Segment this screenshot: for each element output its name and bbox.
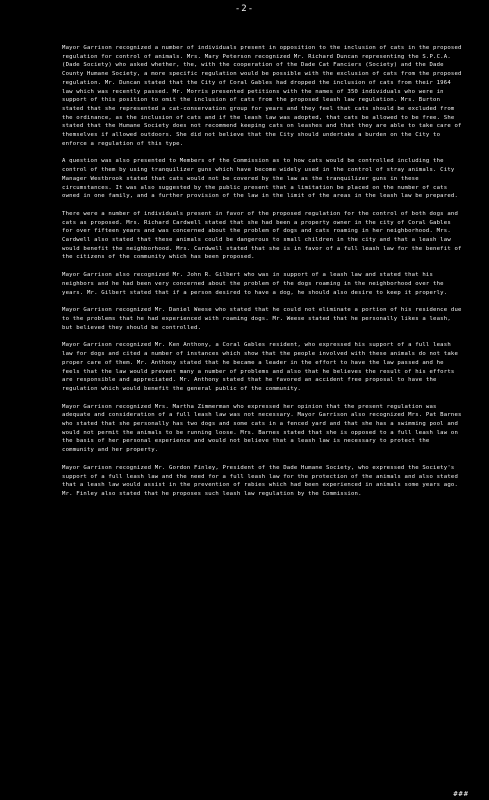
document-body <box>62 44 466 508</box>
paragraph-weese: Mayor Garrison recognized Mr. Daniel Weese who stated that he could not eliminate a portion of his residence due to the problems that he had experienced with roaming dogs. Mr. Weese stated that he personally likes a leash, but believed they should be controlled. <box>62 307 466 331</box>
paragraph-finley: Mayor Garrison recognized Mr. Gordon Finley, President of the Dade Humane Society, who expressed the Society's support of a full leash law and the need for a full leash law for the protection of the animals and also stated that a leash law would assist in the prevention of rabies which had been experienced in animals some years ago. Mr. Finley also stated that he proposes such leash law regulation by the Commission. <box>62 464 462 497</box>
paragraph-zimmerman-barnes: Mayor Garrison recognized Mrs. Martha Zimmerman who expressed her opinion that the present regulation was adequate and consideration of a full leash law was not necessary. Mayor Garrison also recognized Mrs. Pat Barnes who stated that she personally has two dogs and some cats in a fenced yard and that she has a swimming pool and would not permit the animals to be running loose. Mrs. Barnes stated that she is opposed to a full leash law on the basis of her personal experience and would not believe that a leash law is necessary to protect the community and her property. <box>62 403 466 454</box>
footer-mark: ### <box>453 790 469 798</box>
paragraph-cat-opposition: Mayor Garrison recognized a number of individuals present in opposition to the inclusion of cats in the proposed regulation for control of animals. Mrs. Mary Peterson recognized Mr. Richard Duncan representing the S.P.C.A. (Dade Society) who asked whether, the, with the cooperation of the Dade Cat Fanciers (Society) and the Dade County Humane Society, a more specific regulation would be possible with the exclusion of cats from the proposed regulation. Mr. Duncan stated that the City of Coral Gables had dropped the inclusion of cats from their 1964 law which was recently passed. Mr. Morris presented petitions with the names of 350 individuals who were in support of this position to omit the inclusion of cats from the proposed leash law regulation. Mrs. Burton stated that she represented a cat-conservation group for years and they feel that cats should be excluded from the ordinance, as the inclusion of cats and if the leash law was adopted, that cats be allowed to be free. She stated that the Humane Society does not recommend keeping cats on leashes and that they are able to take care of themselves if allowed outdoors. She did not believe that the City should undertake a burden on the City to enforce a regulation of this type. <box>62 45 466 147</box>
page-number: -2- <box>234 4 255 14</box>
paragraph-supporters: There were a number of individuals present in favor of the proposed regulation for the control of both dogs and cats as proposed. Mrs. Richard Cardwell stated that she had been a property owner in the city of Coral Gables for over fifteen years and was concerned about the problem of dogs and cats roaming in her neighborhood. Mrs. Cardwell also stated that these animals could be dangerous to small children in the city and that a leash law would benefit the neighborhood. Mrs. Cardwell stated that she is in favor of a full leash law for the benefit of the citizens of the community which has been proposed. <box>62 210 466 261</box>
paragraph-cat-control-question: A question was also presented to Members of the Commission as to how cats would be controlled including the control of them by using tranquilizer guns which have become widely used in the control of stray animals. City Manager Westbrook stated that cats would not be covered by the law as the tranquilizer guns in these circumstances. It was also suggested by the public present that a limitation be placed on the number of cats owned in one family, and a further provision of the law in the limit of the areas in the leash law be prepared. <box>62 158 459 200</box>
paragraph-gilbert: Mayor Garrison also recognized Mr. John R. Gilbert who was in support of a leash law and stated that his neighbors and he had been very concerned about the problem of the dogs roaming in the neighborhood over the years. Mr. Gilbert stated that if a person desired to have a dog, he should also desire to keep it properly. <box>62 272 448 296</box>
paragraph-anthony: Mayor Garrison recognized Mr. Ken Anthony, a Coral Gables resident, who expressed his support of a full leash law for dogs and cited a number of instances which show that the people involved with these animals do not take proper care of them. Mr. Anthony stated that he became a leader in the effort to have the law passed and he feels that the law would prevent many a number of problems and also that he believes the result of his efforts are responsible and appreciated. Mr. Anthony stated that he favored an accident free proposal to have the regulation which would benefit the general public of the community. <box>62 342 462 392</box>
